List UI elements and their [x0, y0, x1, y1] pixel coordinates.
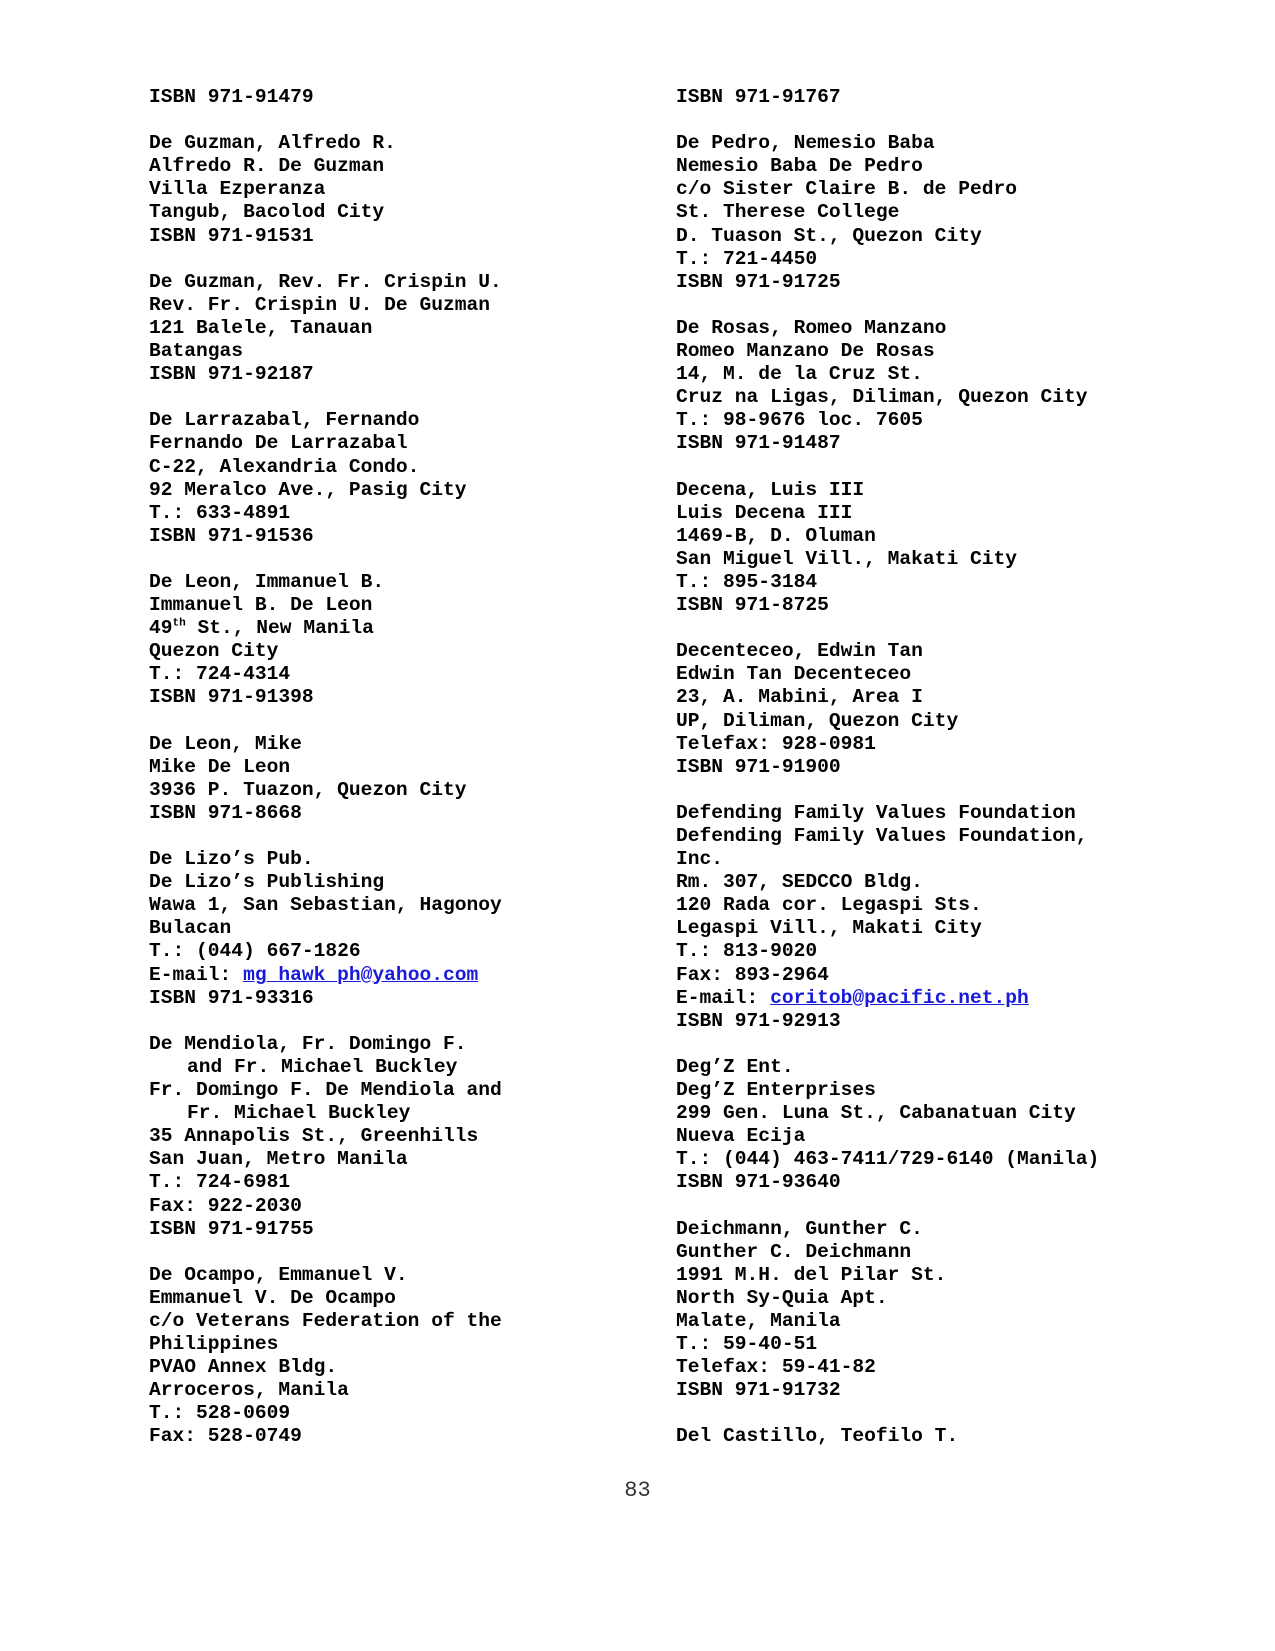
- isbn: ISBN 971-91732: [676, 1379, 841, 1402]
- isbn: ISBN 971-92913: [676, 1009, 841, 1032]
- entry-email: E-mail: mg_hawk_ph@yahoo.com: [149, 963, 479, 986]
- isbn: ISBN 971-8668: [149, 801, 302, 824]
- entry-fax: Fax: 893-2964: [676, 963, 829, 986]
- entry-heading: Defending Family Values Foundation: [676, 801, 1076, 824]
- entry-heading: De Ocampo, Emmanuel V.: [149, 1263, 408, 1286]
- entry-heading: Del Castillo, Teofilo T.: [676, 1425, 959, 1448]
- directory-entry: [676, 1425, 1236, 1448]
- directory-entry: [149, 1264, 619, 1449]
- entry-address: Cruz na Ligas, Diliman, Quezon City: [676, 386, 1088, 409]
- entry-address: C-22, Alexandria Condo.: [149, 455, 420, 478]
- entry-address: 92 Meralco Ave., Pasig City: [149, 478, 467, 501]
- entry-address: Quezon City: [149, 640, 279, 663]
- entry-heading: De Larrazabal, Fernando: [149, 409, 420, 432]
- entry-name: Fr. Domingo F. De Mendiola and: [149, 1079, 502, 1102]
- email-link[interactable]: mg_hawk_ph@yahoo.com: [243, 963, 479, 986]
- entry-address: Batangas: [149, 340, 244, 363]
- entry-name: Luis Decena III: [676, 501, 853, 524]
- isbn: ISBN 971-91398: [149, 686, 314, 709]
- entry-address: UP, Diliman, Quezon City: [676, 709, 959, 732]
- entry-heading-continued: and Fr. Michael Buckley: [187, 1055, 458, 1078]
- entry-name: Romeo Manzano De Rosas: [676, 340, 935, 363]
- entry-heading: De Leon, Immanuel B.: [149, 570, 385, 593]
- ordinal-suffix: th: [172, 617, 186, 630]
- entry-fax: Fax: 528-0749: [149, 1425, 302, 1448]
- entry-heading: De Leon, Mike: [149, 732, 302, 755]
- isbn: ISBN 971-92187: [149, 363, 314, 386]
- entry-telephone: T.: 813-9020: [676, 940, 818, 963]
- isbn: ISBN 971-91479: [149, 86, 314, 108]
- entry-address: 14, M. de la Cruz St.: [676, 363, 923, 386]
- entry-address: North Sy-Quia Apt.: [676, 1286, 888, 1309]
- entry-address: 35 Annapolis St., Greenhills: [149, 1125, 479, 1148]
- directory-entry: [676, 802, 1236, 1033]
- entry-heading: Deichmann, Gunther C.: [676, 1217, 923, 1240]
- entry-address: Tangub, Bacolod City: [149, 201, 385, 224]
- entry-heading: De Guzman, Rev. Fr. Crispin U.: [149, 270, 502, 293]
- isbn: ISBN 971-91755: [149, 1217, 314, 1240]
- entry-address: 1469-B, D. Oluman: [676, 524, 876, 547]
- entry-telephone: T.: 59-40-51: [676, 1333, 818, 1356]
- entry-name: Fernando De Larrazabal: [149, 432, 408, 455]
- entry-address: 121 Balele, Tanauan: [149, 316, 373, 339]
- entry-address: 23, A. Mabini, Area I: [676, 686, 923, 709]
- isbn: ISBN 971-91536: [149, 524, 314, 547]
- entry-heading: Decena, Luis III: [676, 478, 865, 501]
- entry-heading: De Rosas, Romeo Manzano: [676, 316, 947, 339]
- entry-telephone: T.: 895-3184: [676, 570, 818, 593]
- isbn: ISBN 971-91900: [676, 755, 841, 778]
- isbn: ISBN 971-93316: [149, 986, 314, 1009]
- entry-telephone: T.: 724-4314: [149, 663, 291, 686]
- directory-entry: [676, 479, 1236, 618]
- entry-telephone: T.: 724-6981: [149, 1171, 291, 1194]
- entry-address: Wawa 1, San Sebastian, Hagonoy: [149, 894, 502, 917]
- entry-address: San Juan, Metro Manila: [149, 1148, 408, 1171]
- entry-telephone: Telefax: 928-0981: [676, 732, 876, 755]
- entry-address: Nueva Ecija: [676, 1125, 806, 1148]
- entry-telephone: T.: 528-0609: [149, 1402, 291, 1425]
- directory-entry: [676, 1056, 1236, 1195]
- entry-name: Mike De Leon: [149, 755, 291, 778]
- directory-entry: [676, 132, 1236, 294]
- entry-address: Philippines: [149, 1333, 279, 1356]
- entry-name: De Lizo’s Publishing: [149, 871, 385, 894]
- directory-entry: [149, 733, 619, 825]
- entry-address: Legaspi Vill., Makati City: [676, 917, 982, 940]
- isbn: ISBN 971-91487: [676, 432, 841, 455]
- entry-heading: De Guzman, Alfredo R.: [149, 132, 396, 155]
- entry-address: 120 Rada cor. Legaspi Sts.: [676, 894, 982, 917]
- entry-address: D. Tuason St., Quezon City: [676, 224, 982, 247]
- entry-address: 1991 M.H. del Pilar St.: [676, 1263, 947, 1286]
- entry-name: Alfredo R. De Guzman: [149, 155, 385, 178]
- directory-entry: [676, 640, 1236, 779]
- entry-telephone: T.: 633-4891: [149, 501, 291, 524]
- entry-heading: Decenteceo, Edwin Tan: [676, 640, 923, 663]
- entry-name: Rev. Fr. Crispin U. De Guzman: [149, 293, 490, 316]
- entry-address: 49th St., New Manila: [149, 617, 374, 640]
- entry-telephone: T.: 721-4450: [676, 247, 818, 270]
- entry-heading: Deg’Z Ent.: [676, 1055, 794, 1078]
- entry-address: Malate, Manila: [676, 1309, 841, 1332]
- entry-name: Gunther C. Deichmann: [676, 1240, 912, 1263]
- isbn: ISBN 971-91725: [676, 270, 841, 293]
- isbn: ISBN 971-91767: [676, 86, 841, 108]
- entry-name: Immanuel B. De Leon: [149, 594, 373, 617]
- entry-fax: Fax: 922-2030: [149, 1194, 302, 1217]
- directory-entry: [676, 317, 1236, 456]
- isbn: ISBN 971-8725: [676, 594, 829, 617]
- entry-fax: Telefax: 59-41-82: [676, 1356, 876, 1379]
- entry-address: San Miguel Vill., Makati City: [676, 547, 1017, 570]
- email-link[interactable]: coritob@pacific.net.ph: [770, 986, 1029, 1009]
- entry-heading: De Pedro, Nemesio Baba: [676, 132, 935, 155]
- entry-email: E-mail: coritob@pacific.net.ph: [676, 986, 1029, 1009]
- entry-address: 3936 P. Tuazon, Quezon City: [149, 778, 467, 801]
- entry-telephone: T.: 98-9676 loc. 7605: [676, 409, 923, 432]
- directory-entry: [676, 1218, 1236, 1403]
- entry-telephone: T.: (044) 463-7411/729-6140 (Manila): [676, 1148, 1100, 1171]
- entry-telephone: T.: (044) 667-1826: [149, 940, 361, 963]
- directory-entry: [149, 271, 619, 386]
- entry-address: Arroceros, Manila: [149, 1379, 349, 1402]
- entry-address: St. Therese College: [676, 201, 900, 224]
- isbn: ISBN 971-93640: [676, 1171, 841, 1194]
- entry-name: Edwin Tan Decenteceo: [676, 663, 912, 686]
- entry-name: Deg’Z Enterprises: [676, 1079, 876, 1102]
- entry-address: Villa Ezperanza: [149, 178, 326, 201]
- entry-address: PVAO Annex Bldg.: [149, 1356, 338, 1379]
- entry-address: Rm. 307, SEDCCO Bldg.: [676, 871, 923, 894]
- entry-address: Bulacan: [149, 917, 232, 940]
- directory-entry: [149, 132, 619, 247]
- entry-heading: De Lizo’s Pub.: [149, 848, 314, 871]
- left-column: [149, 86, 619, 1449]
- entry-name-continued: Inc.: [676, 848, 724, 871]
- entry-address: 299 Gen. Luna St., Cabanatuan City: [676, 1102, 1076, 1125]
- entry-name: Nemesio Baba De Pedro: [676, 155, 923, 178]
- directory-entry: [149, 409, 619, 548]
- directory-entry: [149, 1033, 619, 1241]
- directory-entry: [149, 848, 619, 1010]
- isbn: ISBN 971-91531: [149, 224, 314, 247]
- entry-name-continued: Fr. Michael Buckley: [187, 1102, 411, 1125]
- entry-name: Defending Family Values Foundation,: [676, 825, 1088, 847]
- entry-address: c/o Sister Claire B. de Pedro: [676, 178, 1017, 201]
- page-number: 83: [624, 1478, 651, 1503]
- right-column: [676, 86, 1236, 1449]
- entry-heading: De Mendiola, Fr. Domingo F.: [149, 1032, 467, 1055]
- entry-name: Emmanuel V. De Ocampo: [149, 1286, 396, 1309]
- directory-entry: [149, 571, 619, 710]
- entry-address: c/o Veterans Federation of the: [149, 1309, 502, 1332]
